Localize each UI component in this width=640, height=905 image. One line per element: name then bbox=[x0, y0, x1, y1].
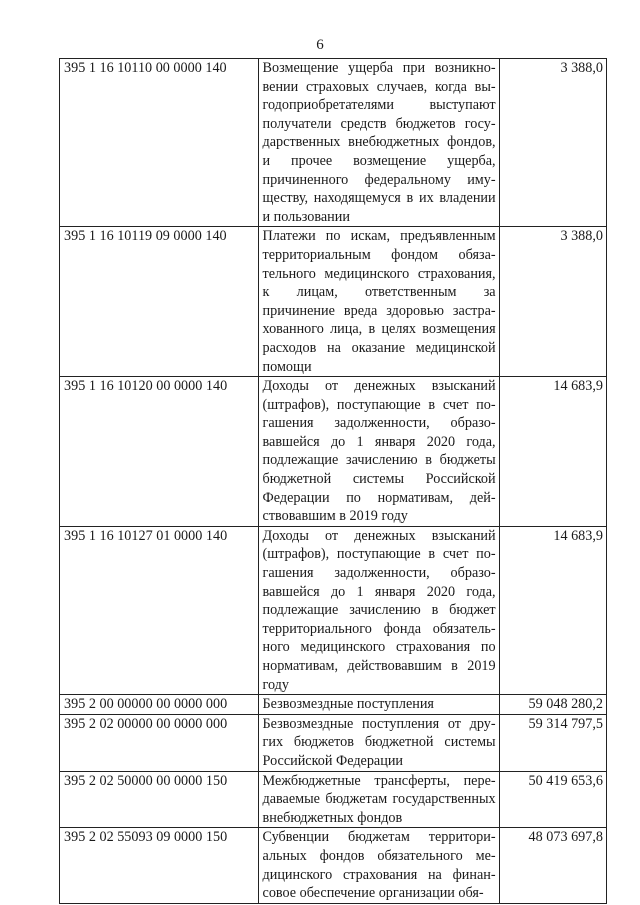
budget-code-cell: 395 2 00 00000 00 0000 000 bbox=[60, 695, 259, 715]
amount-cell: 3 388,0 bbox=[499, 227, 606, 377]
page-number: 6 bbox=[316, 37, 324, 53]
table-row bbox=[60, 526, 607, 694]
description-cell: Субвенции бюджетам территориальных фондов обязательного медицинского страхования на финансовое обеспечение организации обя- bbox=[258, 828, 499, 903]
table-row bbox=[60, 227, 607, 377]
amount-cell: 3 388,0 bbox=[499, 59, 606, 227]
table-row bbox=[60, 828, 607, 903]
revenue-table-body bbox=[60, 59, 607, 904]
revenue-table bbox=[59, 58, 607, 904]
budget-code-cell: 395 2 02 55093 09 0000 150 bbox=[60, 828, 259, 903]
budget-code-cell: 395 1 16 10110 00 0000 140 bbox=[60, 59, 259, 227]
amount-cell: 14 683,9 bbox=[499, 377, 606, 527]
budget-code-cell: 395 1 16 10120 00 0000 140 bbox=[60, 377, 259, 527]
amount-cell: 59 048 280,2 bbox=[499, 695, 606, 715]
amount-cell: 14 683,9 bbox=[499, 526, 606, 694]
table-row bbox=[60, 695, 607, 715]
amount-cell: 59 314 797,5 bbox=[499, 714, 606, 771]
description-cell: Возмещение ущерба при возникновении страховых случаев, когда выгодоприобретателями выступают получатели средств бюджетов государственных внебюджетных фондов, и прочее возмещение ущерба, причиненного федеральному имуществу, находящемуся в их владении и пользовании bbox=[258, 59, 499, 227]
table-row bbox=[60, 714, 607, 771]
table-row bbox=[60, 59, 607, 227]
description-cell: Платежи по искам, предъявленным территориальным фондом обязательного медицинского страхования, к лицам, ответственным за причинение вреда здоровью застрахованного лица, в целях возмещения расходов на оказание медицинской помощи bbox=[258, 227, 499, 377]
budget-code-cell: 395 1 16 10119 09 0000 140 bbox=[60, 227, 259, 377]
description-cell: Безвозмездные поступления от других бюджетов бюджетной системы Российской Федерации bbox=[258, 714, 499, 771]
budget-code-cell: 395 1 16 10127 01 0000 140 bbox=[60, 526, 259, 694]
table-row bbox=[60, 771, 607, 828]
description-cell: Доходы от денежных взысканий (штрафов), поступающие в счет погашения задолженности, образовавшейся до 1 января 2020 года, подлежащие зачислению в бюджет территориального фонда обязательного медицинского страхования по нормативам, действовавшим в 2019 году bbox=[258, 526, 499, 694]
budget-code-cell: 395 2 02 00000 00 0000 000 bbox=[60, 714, 259, 771]
table-row bbox=[60, 377, 607, 527]
amount-cell: 48 073 697,8 bbox=[499, 828, 606, 903]
description-cell: Доходы от денежных взысканий (штрафов), поступающие в счет погашения задолженности, образовавшейся до 1 января 2020 года, подлежащие зачислению в бюджеты бюджетной системы Российской Федерации по нормативам, действовавшим в 2019 году bbox=[258, 377, 499, 527]
budget-code-cell: 395 2 02 50000 00 0000 150 bbox=[60, 771, 259, 828]
description-cell: Безвозмездные поступления bbox=[258, 695, 499, 715]
amount-cell: 50 419 653,6 bbox=[499, 771, 606, 828]
description-cell: Межбюджетные трансферты, передаваемые бюджетам государственных внебюджетных фондов bbox=[258, 771, 499, 828]
